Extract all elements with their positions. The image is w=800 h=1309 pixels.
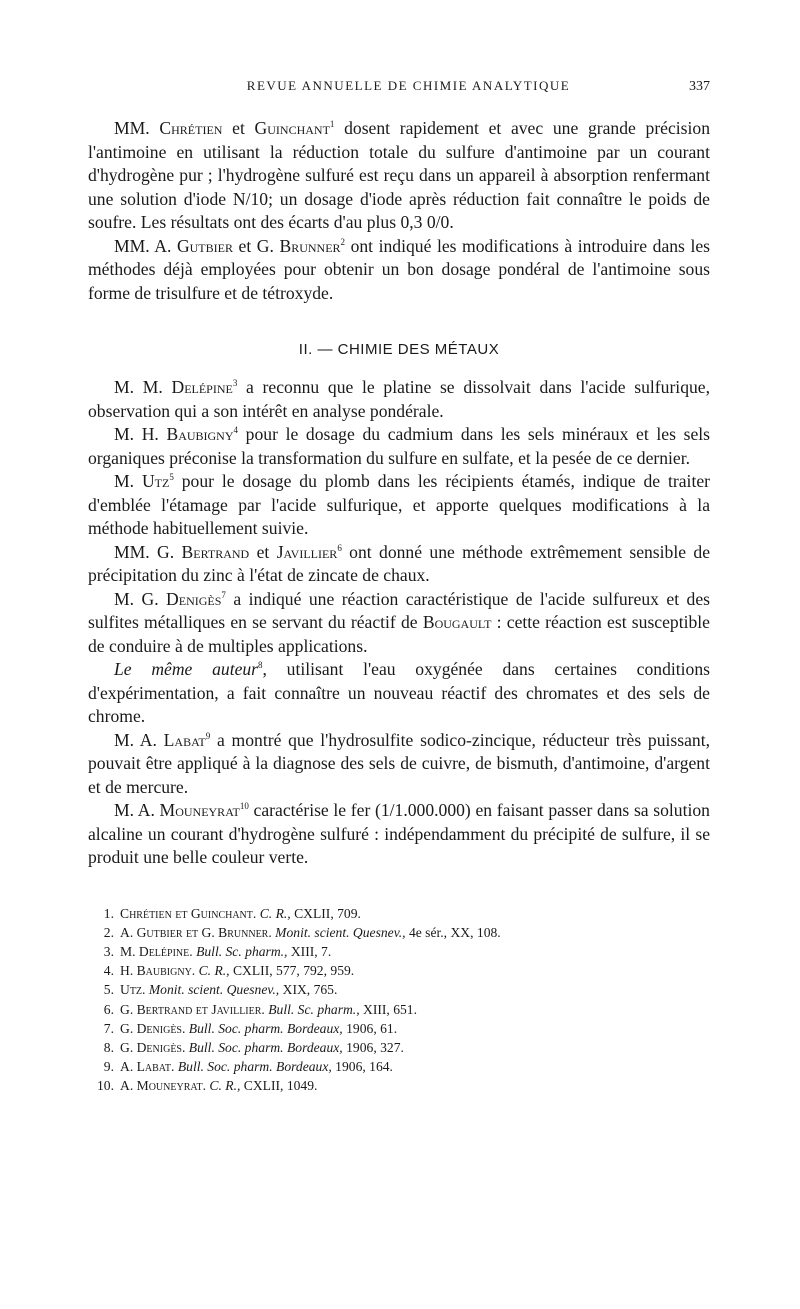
footnote-journal: Bull. Sc. pharm., — [268, 1001, 360, 1017]
paragraph-text: pour le dosage du cadmium dans les sels minéraux et les sels organiques préconise la transformation du sulfure en sulfate, et la pesée de ce dernier. — [88, 424, 710, 468]
footnote-ref-text: XIII, 651. — [363, 1001, 417, 1017]
footnote-number: 7. — [103, 1020, 114, 1036]
paragraph-text: dosent rapidement et avec une grande précision l'antimoine en utilisant la réduction totale du sulfure d'antimoine par un courant d'hydrogène pur ; l'hydrogène sulfuré est reçu dans un appareil à absorption renfermant une solution d'iode N/10; un dosage d'iode après réduction fait connaître le poids de soufre. Les résultats ont des écarts d'au plus 0,3 0/0. — [88, 118, 711, 232]
paragraph-text: a indiqué une réaction caractéristique de l'acide sulfureux et des sulfites métalliques en se servant du réactif de — [88, 588, 710, 632]
footnote-ref-text: 1906, 164. — [335, 1059, 393, 1075]
author-name: Mouneyrat — [159, 800, 240, 820]
footnote-ref: 7 — [221, 589, 226, 600]
paragraph — [88, 658, 710, 729]
document-page — [88, 78, 710, 1096]
footnote-authors: M. Delépine. — [120, 943, 193, 959]
text-span: M. H. — [114, 424, 167, 444]
author-name: Denigès — [166, 588, 222, 609]
footnote-journal: Bull. Soc. pharm. Bordeaux, — [177, 1059, 332, 1075]
text-span: MM. G. — [114, 541, 182, 562]
footnote-ref: 6 — [337, 542, 342, 553]
section-heading: II. — CHIMIE DES MÉTAUX — [298, 341, 500, 358]
footnote-authors: A. Labat. — [120, 1059, 175, 1075]
author-name: Bertrand — [181, 541, 250, 562]
text-span: et G. — [232, 235, 280, 256]
paragraph-text: : cette réaction est susceptible de conduire à de multiples applications. — [88, 612, 710, 656]
footnote-ref: 8 — [258, 660, 263, 671]
author-name: Baubigny — [166, 424, 234, 444]
footnote-journal: Bull. Soc. pharm. Bordeaux, — [188, 1039, 343, 1055]
footnote — [92, 1019, 710, 1038]
running-title: REVUE ANNUELLE DE CHIMIE ANALYTIQUE — [246, 78, 571, 93]
running-header — [88, 78, 710, 95]
paragraph — [88, 541, 710, 588]
author-name: Brunner — [279, 235, 341, 256]
footnote — [92, 1076, 710, 1095]
footnote-authors: H. Baubigny. — [120, 963, 196, 979]
footnote-ref-text: CXLII, 709. — [294, 905, 361, 921]
paragraph-text: , utilisant l'eau oxygénée dans certaines conditions d'expérimentation, a fait connaître un nouveau réactif des chromates et des sels de chrome. — [88, 659, 710, 726]
italic-text: Le même auteur — [114, 659, 259, 679]
text-span: M. M. — [114, 377, 172, 397]
footnote-number: 6. — [103, 1001, 114, 1017]
author-name: Chrétien — [159, 118, 223, 138]
author-name: Javillier — [276, 541, 338, 562]
author-name: Delépine — [171, 377, 233, 397]
footnote-journal: Monit. scient. Quesnev., — [275, 924, 406, 940]
text-span: M. A. — [114, 800, 160, 820]
paragraph-text: ont indiqué les modifications à introduire dans les méthodes déjà employées pour obtenir un bon dosage pondéral de l'antimoine sous forme de trisulfure et de tétroxyde. — [88, 235, 710, 303]
footnote-number: 3. — [103, 943, 114, 959]
footnote — [92, 904, 710, 923]
author-name: Bougault — [422, 612, 492, 632]
footnote-number: 10. — [97, 1078, 114, 1094]
footnote-ref-text: XIII, 7. — [290, 943, 332, 959]
footnote-ref: 4 — [233, 425, 239, 436]
footnote-ref: 2 — [340, 236, 346, 247]
footnote-journal: Bull. Sc. pharm., — [196, 943, 288, 959]
footnote-number: 5. — [103, 982, 114, 998]
footnote-journal: C. R., — [209, 1078, 241, 1094]
footnote-ref: 3 — [232, 378, 238, 389]
paragraph — [88, 235, 710, 306]
footnote-number: 8. — [103, 1039, 114, 1055]
footnote-ref-text: 4e sér., XX, 108. — [408, 924, 501, 940]
footnote-number: 9. — [103, 1059, 114, 1075]
text-span: et — [222, 118, 255, 138]
footnote-authors: A. Gutbier et G. Brunner. — [120, 924, 272, 940]
footnote-ref: 10 — [239, 801, 249, 812]
text-span: et — [249, 541, 277, 562]
page-number: 337 — [689, 79, 710, 94]
footnotes — [88, 904, 710, 1096]
footnote-authors: Chrétien et Guinchant. — [120, 905, 257, 921]
footnote — [92, 923, 710, 942]
paragraph — [88, 588, 710, 659]
footnote — [92, 980, 710, 999]
footnote-ref: 9 — [205, 730, 211, 741]
author-name: Utz — [141, 471, 170, 491]
author-name: Labat — [163, 729, 206, 750]
footnote-ref-text: 1906, 327. — [346, 1039, 404, 1055]
footnote-authors: Utz. — [120, 982, 146, 998]
paragraph — [88, 376, 710, 423]
footnote-journal: Bull. Soc. pharm. Bordeaux, — [188, 1020, 343, 1036]
footnote-ref-text: CXLII, 1049. — [243, 1078, 318, 1094]
footnote-authors: A. Mouneyrat. — [120, 1078, 206, 1094]
text-span: M. — [114, 471, 142, 491]
paragraph — [88, 470, 710, 541]
footnote-journal: C. R., — [198, 963, 230, 979]
text-span: M. G. — [114, 588, 167, 609]
footnote-journal: Monit. scient. Quesnev., — [148, 982, 280, 998]
paragraph-text: ont donné une méthode extrêmement sensible de précipitation du zinc à l'état de zincate de chaux. — [88, 541, 711, 585]
paragraph — [88, 799, 710, 870]
paragraph-text: caractérise le fer (1/1.000.000) en faisant passer dans sa solution alcaline un courant d'hydrogène sulfuré : indépendamment du précipité de sulfure, il se produit une belle couleur verte. — [88, 800, 710, 867]
footnote-journal: C. R., — [259, 905, 291, 921]
footnote-ref-text: 1906, 61. — [346, 1020, 398, 1036]
paragraph-text: a reconnu que le platine se dissolvait dans l'acide sulfurique, observation qui a son intérêt en analyse pondérale. — [88, 377, 710, 421]
author-name: Guinchant — [254, 118, 330, 138]
footnote-ref-text: XIX, 765. — [282, 982, 338, 998]
paragraph — [88, 117, 710, 235]
footnote-ref-text: CXLII, 577, 792, 959. — [232, 963, 355, 979]
author-name: Gutbier — [176, 235, 233, 256]
footnote-authors: G. Denigès. — [120, 1020, 186, 1036]
footnote-number: 2. — [103, 924, 114, 940]
footnote — [92, 1038, 710, 1057]
footnote — [92, 961, 710, 980]
footnote-number: 1. — [103, 905, 114, 921]
text-span: MM. — [114, 118, 160, 138]
footnote — [92, 1000, 710, 1019]
footnote-number: 4. — [103, 963, 114, 979]
text-span: M. A. — [114, 729, 164, 750]
footnote — [92, 1057, 710, 1076]
paragraph — [88, 729, 710, 800]
paragraph — [88, 423, 710, 470]
footnote-authors: G. Bertrand et Javillier. — [120, 1001, 265, 1017]
paragraph-text: a montré que l'hydrosulfite sodico-zincique, réducteur très puissant, pouvait être appliqué à la diagnose des sels de cuivre, de bismuth, d'antimoine, d'argent et de mercure. — [88, 729, 710, 797]
text-span: MM. A. — [114, 235, 177, 256]
footnote-ref: 1 — [329, 119, 335, 130]
paragraph-text: pour le dosage du plomb dans les récipients étamés, indique de traiter d'emblée l'étamage par l'acide sulfurique, et apporte quelques modifications à la méthode habituellement suivie. — [88, 471, 710, 538]
footnote-ref: 5 — [169, 472, 174, 483]
footnote — [92, 942, 710, 961]
footnote-authors: G. Denigès. — [120, 1039, 186, 1055]
